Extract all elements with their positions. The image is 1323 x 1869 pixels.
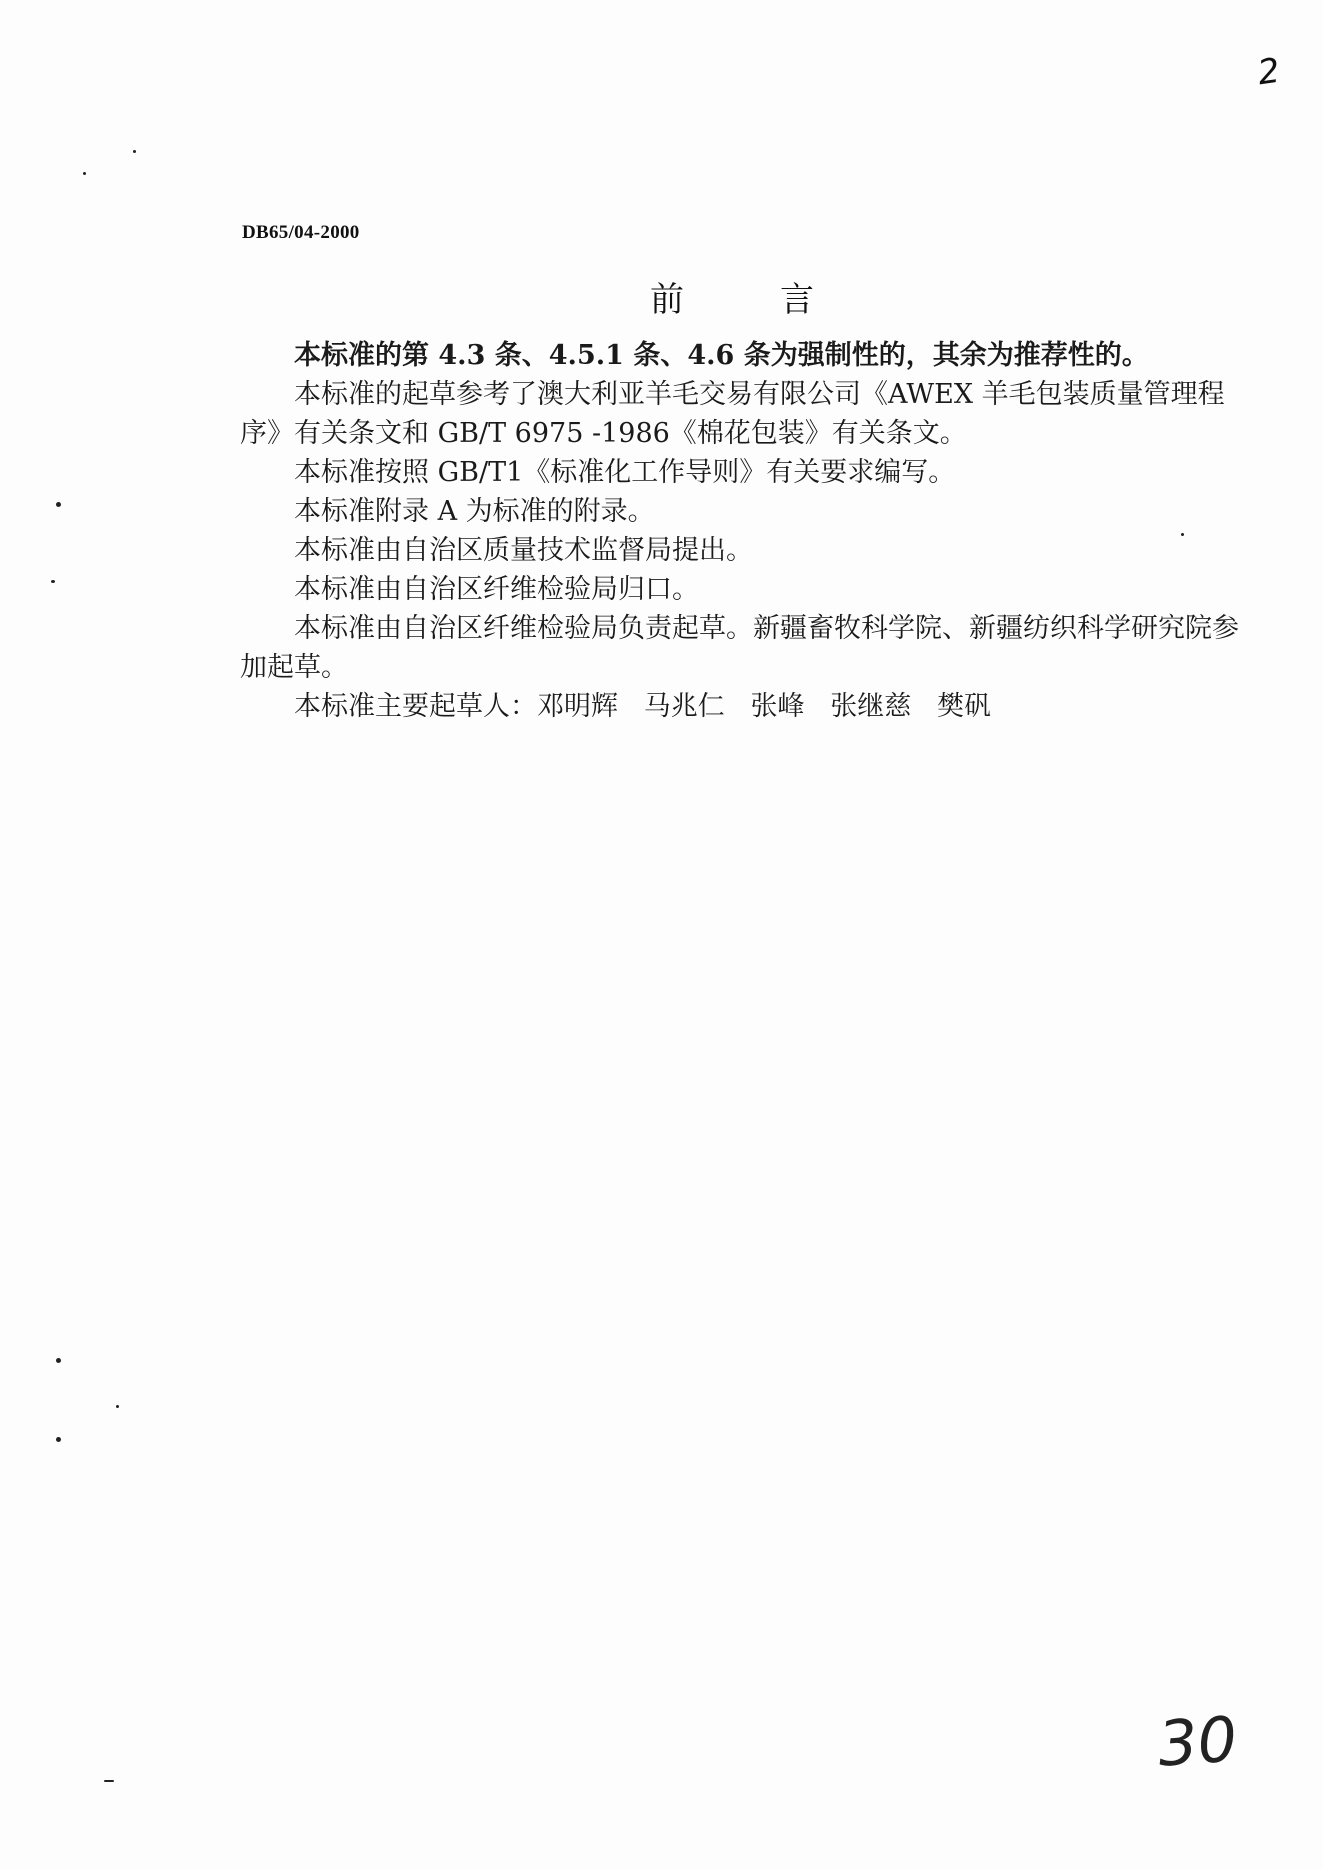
proposer-paragraph: 本标准由自治区质量技术监督局提出。 [294,535,753,566]
scan-speck [83,172,86,175]
appendix-paragraph: 本标准附录 A 为标准的附录。 [294,496,655,527]
format-guideline-paragraph: 本标准按照 GB/T1《标准化工作导则》有关要求编写。 [294,457,956,488]
drafting-organization-paragraph: 本标准由自治区纤维检验局负责起草。新疆畜牧科学院、新疆纺织科学研究院参加起草。 [240,613,1239,683]
scan-speck [1181,533,1184,536]
handwritten-page-mark: 2 [1255,50,1283,94]
scan-speck [56,1358,61,1363]
scan-speck [56,502,61,507]
scan-speck [104,1780,114,1782]
scan-speck [56,1437,61,1442]
mandatory-clauses-paragraph: 本标准的第 4.3 条、4.5.1 条、4.6 条为强制性的，其余为推荐性的。 [294,340,1149,371]
scan-speck [133,150,136,153]
page-title: 前言 [650,280,910,320]
document-code: DB65/04-2000 [242,222,360,243]
references-paragraph: 本标准的起草参考了澳大利亚羊毛交易有限公司《AWEX 羊毛包装质量管理程序》有关条文和 GB/T 6975 -1986《棉花包装》有关条文。 [240,379,1225,449]
administrator-paragraph: 本标准由自治区纤维检验局归口。 [294,574,699,605]
scan-speck [116,1405,119,1408]
foreword-body [240,336,1260,726]
scan-speck [51,580,55,583]
drafters-paragraph: 本标准主要起草人：邓明辉 马兆仁 张峰 张继慈 樊矾 [294,691,991,722]
handwritten-page-number: 30 [1155,1702,1240,1781]
